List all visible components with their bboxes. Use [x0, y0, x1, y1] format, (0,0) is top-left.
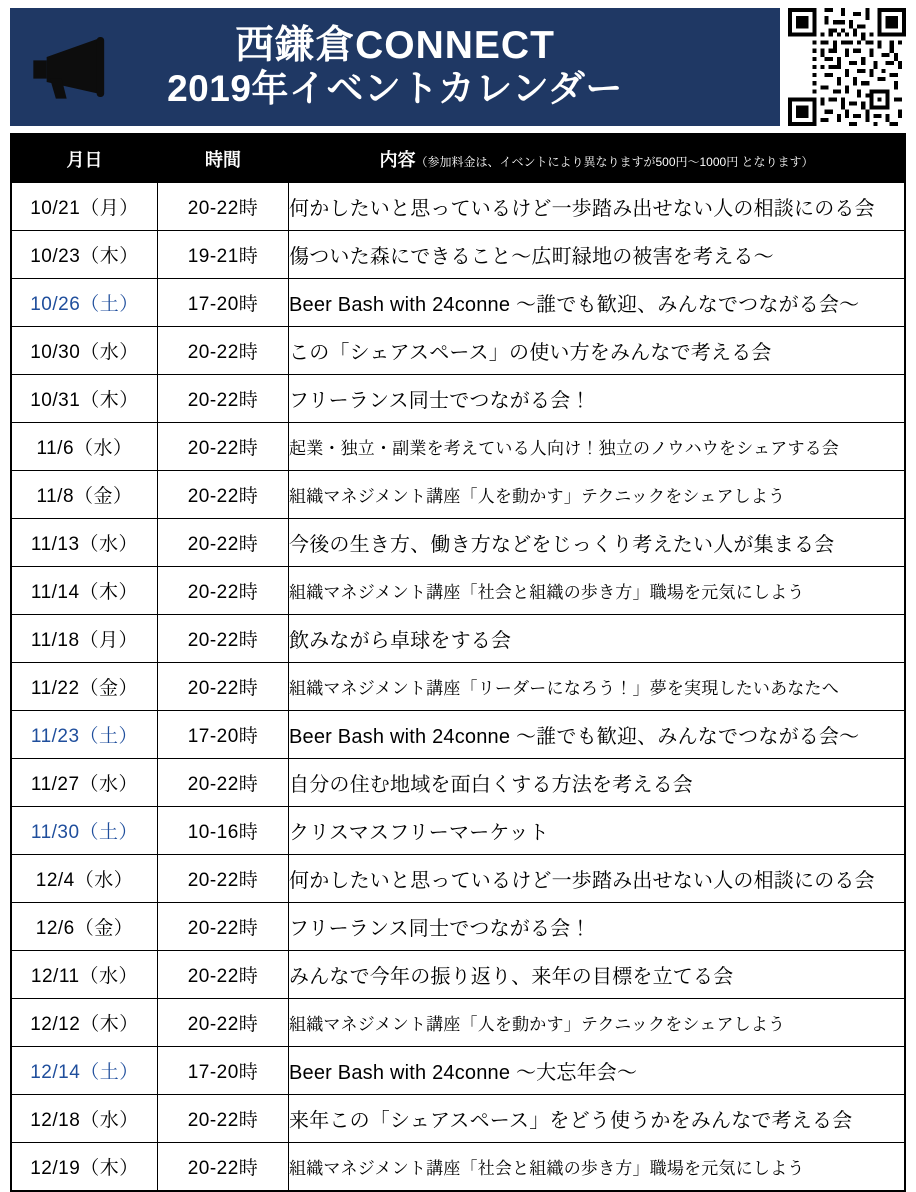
- cell-content: 何かしたいと思っているけど一歩踏み出せない人の相談にのる会: [289, 855, 906, 903]
- table-row: [11, 759, 905, 807]
- cell-content: 来年この「シェアスペース」をどう使うかをみんなで考える会: [289, 1095, 906, 1143]
- cell-date: 12/18（水）: [11, 1095, 158, 1143]
- table-row: [11, 231, 905, 279]
- poster-title-line2: 2019年イベントカレンダー: [167, 68, 623, 110]
- table-row: [11, 1095, 905, 1143]
- table-row: [11, 1143, 905, 1192]
- table-row: [11, 519, 905, 567]
- cell-content: 起業・独立・副業を考えている人向け！独立のノウハウをシェアする会: [289, 423, 906, 471]
- cell-date: 10/21（月）: [11, 183, 158, 231]
- cell-date: 11/13（水）: [11, 519, 158, 567]
- column-header-content: [289, 134, 906, 183]
- poster-header: [10, 8, 906, 126]
- cell-date: 11/22（金）: [11, 663, 158, 711]
- table-row: [11, 615, 905, 663]
- column-header-content-note: （参加料金は、イベントにより異なりますが500円〜1000円 となります）: [415, 154, 814, 169]
- cell-date: 11/30（土）: [11, 807, 158, 855]
- header-title-block: [77, 24, 713, 109]
- poster-title-line1: 西鎌倉CONNECT: [235, 24, 555, 68]
- cell-time: 17-20時: [158, 711, 289, 759]
- cell-date: 10/26（土）: [11, 279, 158, 327]
- table-row: [11, 663, 905, 711]
- cell-time: 20-22時: [158, 951, 289, 999]
- cell-content: 組織マネジメント講座「社会と組織の歩き方」職場を元気にしよう: [289, 1143, 906, 1192]
- cell-date: 12/6（金）: [11, 903, 158, 951]
- cell-time: 17-20時: [158, 279, 289, 327]
- cell-content: 組織マネジメント講座「人を動かす」テクニックをシェアしよう: [289, 999, 906, 1047]
- cell-content: Beer Bash with 24conne 〜誰でも歓迎、みんなでつながる会〜: [289, 279, 906, 327]
- event-table: [10, 133, 906, 1192]
- cell-content: Beer Bash with 24conne 〜大忘年会〜: [289, 1047, 906, 1095]
- cell-date: 12/14（土）: [11, 1047, 158, 1095]
- cell-content: 何かしたいと思っているけど一歩踏み出せない人の相談にのる会: [289, 183, 906, 231]
- cell-content: みんなで今年の振り返り、来年の目標を立てる会: [289, 951, 906, 999]
- table-row: [11, 327, 905, 375]
- cell-content: 組織マネジメント講座「人を動かす」テクニックをシェアしよう: [289, 471, 906, 519]
- cell-time: 20-22時: [158, 471, 289, 519]
- table-row: [11, 999, 905, 1047]
- cell-date: 11/27（水）: [11, 759, 158, 807]
- cell-date: 10/30（水）: [11, 327, 158, 375]
- cell-content: クリスマスフリーマーケット: [289, 807, 906, 855]
- cell-date: 11/6（水）: [11, 423, 158, 471]
- cell-time: 20-22時: [158, 999, 289, 1047]
- cell-date: 12/19（木）: [11, 1143, 158, 1192]
- cell-date: 11/18（月）: [11, 615, 158, 663]
- cell-time: 20-22時: [158, 375, 289, 423]
- table-row: [11, 1047, 905, 1095]
- cell-date: 10/23（木）: [11, 231, 158, 279]
- cell-content: 組織マネジメント講座「社会と組織の歩き方」職場を元気にしよう: [289, 567, 906, 615]
- table-header: [11, 134, 905, 183]
- cell-time: 20-22時: [158, 903, 289, 951]
- table-row: [11, 423, 905, 471]
- cell-content: フリーランス同士でつながる会！: [289, 375, 906, 423]
- cell-time: 20-22時: [158, 327, 289, 375]
- cell-time: 20-22時: [158, 855, 289, 903]
- cell-content: 傷ついた森にできること〜広町緑地の被害を考える〜: [289, 231, 906, 279]
- megaphone-icon: [28, 32, 112, 102]
- table-header-row: [11, 134, 905, 183]
- cell-time: 20-22時: [158, 519, 289, 567]
- table-row: [11, 183, 905, 231]
- cell-time: 20-22時: [158, 183, 289, 231]
- cell-content: Beer Bash with 24conne 〜誰でも歓迎、みんなでつながる会〜: [289, 711, 906, 759]
- cell-time: 20-22時: [158, 759, 289, 807]
- cell-date: 12/4（水）: [11, 855, 158, 903]
- table-row: [11, 279, 905, 327]
- cell-time: 20-22時: [158, 1143, 289, 1192]
- cell-date: 12/11（水）: [11, 951, 158, 999]
- table-row: [11, 807, 905, 855]
- cell-date: 10/31（木）: [11, 375, 158, 423]
- table-row: [11, 951, 905, 999]
- column-header-time: 時間: [158, 134, 289, 183]
- cell-content: 飲みながら卓球をする会: [289, 615, 906, 663]
- table-row: [11, 903, 905, 951]
- qr-code-icon[interactable]: [788, 8, 906, 126]
- cell-time: 10-16時: [158, 807, 289, 855]
- cell-time: 20-22時: [158, 567, 289, 615]
- table-row: [11, 567, 905, 615]
- cell-content: 今後の生き方、働き方などをじっくり考えたい人が集まる会: [289, 519, 906, 567]
- cell-time: 19-21時: [158, 231, 289, 279]
- table-row: [11, 711, 905, 759]
- cell-time: 20-22時: [158, 663, 289, 711]
- cell-time: 17-20時: [158, 1047, 289, 1095]
- cell-date: 11/23（土）: [11, 711, 158, 759]
- column-header-content-label: 内容: [379, 149, 416, 170]
- cell-content: 自分の住む地域を面白くする方法を考える会: [289, 759, 906, 807]
- cell-date: 11/8（金）: [11, 471, 158, 519]
- column-header-date: 月日: [11, 134, 158, 183]
- table-row: [11, 855, 905, 903]
- cell-content: 組織マネジメント講座「リーダーになろう！」夢を実現したいあなたへ: [289, 663, 906, 711]
- table-row: [11, 471, 905, 519]
- cell-date: 12/12（木）: [11, 999, 158, 1047]
- cell-time: 20-22時: [158, 423, 289, 471]
- cell-content: フリーランス同士でつながる会！: [289, 903, 906, 951]
- cell-content: この「シェアスペース」の使い方をみんなで考える会: [289, 327, 906, 375]
- cell-time: 20-22時: [158, 615, 289, 663]
- table-body: [11, 183, 905, 1192]
- cell-date: 11/14（木）: [11, 567, 158, 615]
- cell-time: 20-22時: [158, 1095, 289, 1143]
- header-banner: [10, 8, 780, 126]
- table-row: [11, 375, 905, 423]
